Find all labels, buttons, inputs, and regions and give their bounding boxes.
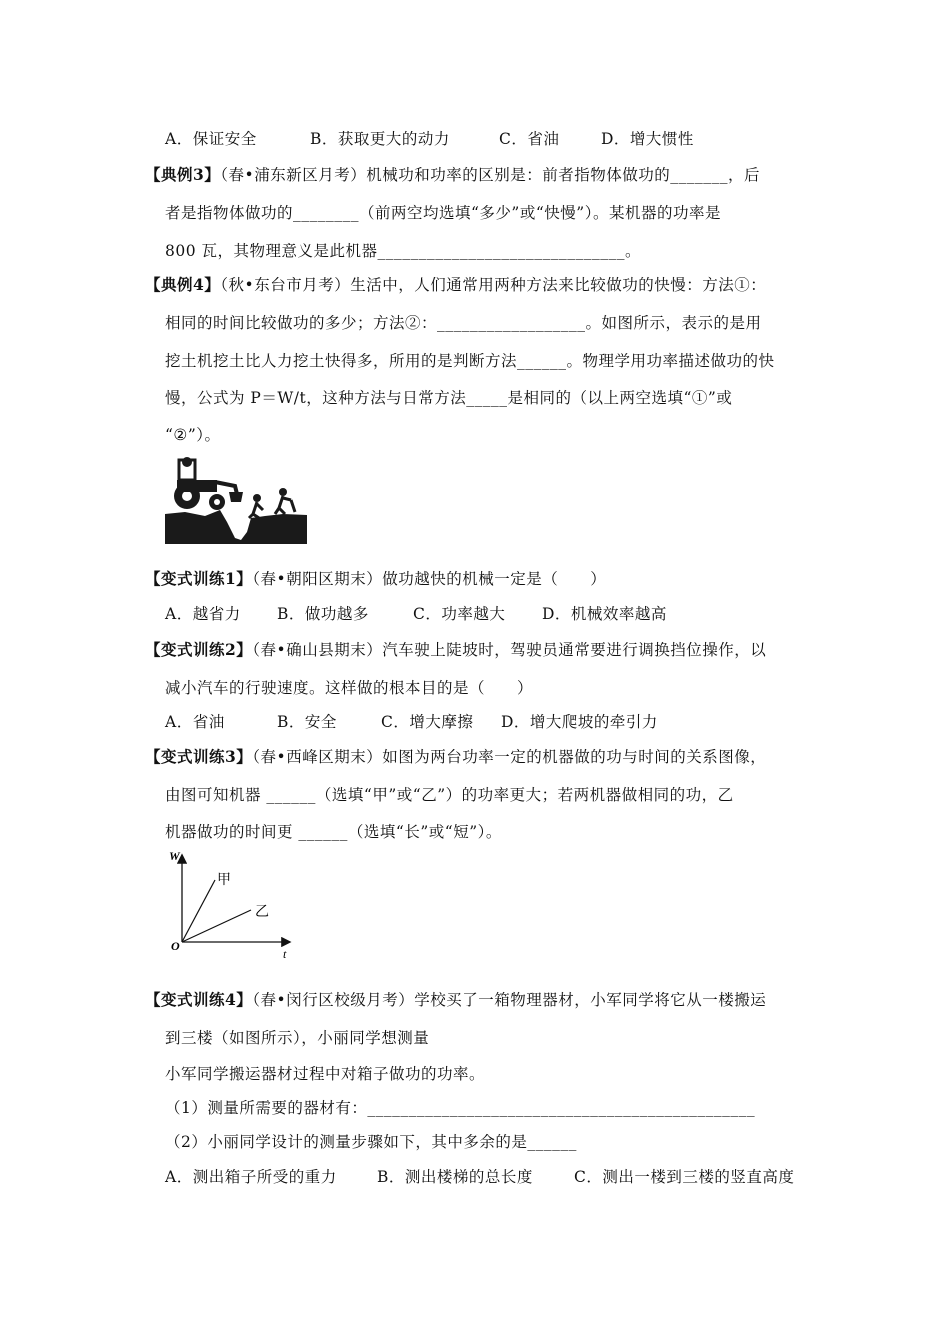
example3-line2: 者是指物体做功的________（前两空均选填“多少”或“快慢”）。某机器的功率是	[165, 204, 721, 222]
training1-text: （春•朝阳区期末）做功越快的机械一定是（ ）	[252, 570, 607, 588]
training4-q2: （2）小丽同学设计的测量步骤如下，其中多余的是______	[165, 1133, 577, 1151]
t1-option-c: C．功率越大	[413, 605, 506, 623]
t2-option-a: A．省油	[165, 713, 225, 731]
training2-text1: （春•确山县期末）汽车驶上陡坡时，驾驶员通常要进行调换挡位操作，以	[252, 641, 767, 659]
worker2-body	[275, 496, 295, 514]
example4-line2: 相同的时间比较做功的多少；方法②：__________________。如图所示，表示的是用	[165, 314, 762, 332]
driver-head	[182, 457, 192, 467]
training3-line3: 机器做功的时间更 ______（选填“长”或“短”）。	[165, 823, 502, 841]
option-c: C．省油	[499, 130, 560, 148]
training2-line2: 减小汽车的行驶速度。这样做的根本目的是（ ）	[165, 679, 534, 697]
excavator-body	[177, 480, 217, 492]
t1-option-a: A．越省力	[165, 605, 241, 623]
label-yi: 乙	[255, 904, 269, 920]
t2-option-d: D．增大爬坡的牵引力	[501, 713, 658, 731]
training4-q1: （1）测量所需要的器材有：_______________________________________________	[165, 1099, 756, 1117]
t2-option-c: C．增大摩擦	[381, 713, 474, 731]
y-axis-label: W	[169, 849, 180, 863]
t4-option-c: C．测出一楼到三楼的竖直高度	[574, 1168, 795, 1186]
training1-label: 【变式训练1】	[145, 569, 253, 588]
ground	[165, 510, 307, 544]
excavator-illustration	[165, 452, 307, 544]
t4-option-b: B．测出楼梯的总长度	[377, 1168, 533, 1186]
training4-label: 【变式训练4】	[145, 990, 253, 1009]
example3-line3: 800 瓦，其物理意义是此机器______________________________。	[165, 242, 642, 260]
training4-line1	[145, 988, 766, 1010]
training3-line2: 由图可知机器 ______（选填“甲”或“乙”）的功率更大；若两机器做相同的功，乙	[165, 786, 734, 804]
origin-label: O	[171, 939, 180, 953]
label-jia: 甲	[217, 872, 231, 888]
training3-text1: （春•西峰区期末）如图为两台功率一定的机器做的功与时间的关系图像，	[252, 748, 767, 766]
training2-line1	[145, 638, 766, 660]
example4-line5: “②”）。	[165, 426, 221, 444]
option-a: A．保证安全	[165, 130, 257, 148]
work-time-graph	[165, 848, 295, 960]
training1-line1	[145, 567, 606, 589]
x-axis-label: t	[283, 947, 287, 960]
option-b: B．获取更大的动力	[310, 130, 450, 148]
training4-text1: （春•闵行区校级月考）学校买了一箱物理器材，小军同学将它从一楼搬运	[252, 991, 767, 1009]
training4-line3: 小军同学搬运器材过程中对箱子做功的功率。	[165, 1065, 486, 1083]
example4-label: 【典例4】	[145, 275, 221, 294]
line-yi	[182, 910, 251, 942]
worker1-head	[253, 494, 261, 502]
option-d: D．增大惯性	[601, 130, 694, 148]
training3-label: 【变式训练3】	[145, 747, 253, 766]
training2-label: 【变式训练2】	[145, 640, 253, 659]
example3-text1: （春•浦东新区月考）机械功和功率的区别是：前者指物体做功的_______，后	[220, 166, 760, 184]
excavator-bucket	[229, 492, 243, 502]
t4-option-a: A．测出箱子所受的重力	[165, 1168, 337, 1186]
t1-option-b: B．做功越多	[277, 605, 369, 623]
example4-line3: 挖土机挖土比人力挖土快得多，所用的是判断方法______。物理学用功率描述做功的快	[165, 352, 775, 370]
example4-line1	[145, 273, 766, 295]
worker1-body	[249, 502, 263, 518]
example3-label: 【典例3】	[145, 165, 221, 184]
worker2-head	[279, 488, 287, 496]
t1-option-d: D．机械效率越高	[542, 605, 667, 623]
training4-line2: 到三楼（如图所示），小丽同学想测量	[165, 1029, 430, 1047]
example3-line1	[145, 163, 760, 185]
example4-text1: （秋•东台市月考）生活中，人们通常用两种方法来比较做功的快慢：方法①：	[220, 276, 767, 294]
t2-option-b: B．安全	[277, 713, 337, 731]
line-jia	[182, 880, 215, 942]
training3-line1	[145, 745, 766, 767]
example4-line4: 慢，公式为 P＝W/t，这种方法与日常方法_____是相同的（以上两空选填“①”或	[165, 389, 733, 407]
